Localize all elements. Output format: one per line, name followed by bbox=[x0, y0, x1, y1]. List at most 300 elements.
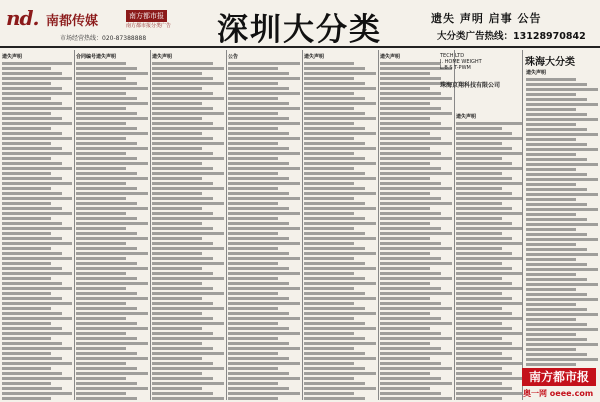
text-line bbox=[76, 212, 126, 215]
text-line bbox=[304, 262, 365, 265]
text-line bbox=[304, 77, 354, 80]
text-line bbox=[228, 352, 278, 355]
text-line bbox=[456, 392, 522, 395]
text-line bbox=[526, 238, 598, 241]
text-line bbox=[2, 287, 72, 290]
text-line bbox=[380, 392, 441, 395]
text-line bbox=[228, 232, 278, 235]
text-line bbox=[2, 282, 62, 285]
column-heading: 合同编号遗失声明 bbox=[76, 54, 117, 60]
text-line bbox=[2, 177, 62, 180]
text-line bbox=[152, 352, 224, 355]
text-line bbox=[152, 247, 224, 250]
text-line bbox=[228, 397, 278, 400]
text-line bbox=[456, 182, 522, 185]
text-line bbox=[304, 152, 354, 155]
text-line bbox=[2, 192, 62, 195]
text-line bbox=[152, 162, 202, 165]
text-line bbox=[304, 172, 365, 175]
text-line bbox=[152, 212, 213, 215]
text-line bbox=[304, 157, 365, 160]
text-line bbox=[304, 267, 376, 270]
text-line bbox=[228, 327, 289, 330]
text-line bbox=[76, 382, 137, 385]
ad-company: 珠海京翔科技有限公司 bbox=[440, 82, 501, 89]
text-line bbox=[304, 107, 354, 110]
text-line bbox=[152, 322, 224, 325]
text-line bbox=[76, 142, 137, 145]
column-4 bbox=[228, 50, 300, 400]
column-heading: 遗失声明 bbox=[304, 54, 325, 60]
text-line bbox=[304, 92, 354, 95]
text-line bbox=[228, 277, 278, 280]
text-line bbox=[152, 302, 213, 305]
text-line bbox=[76, 102, 148, 105]
text-line bbox=[304, 382, 365, 385]
text-line bbox=[152, 267, 202, 270]
text-line bbox=[304, 312, 376, 315]
text-line bbox=[380, 352, 452, 355]
text-line bbox=[228, 77, 300, 80]
text-line bbox=[380, 132, 430, 135]
text-line bbox=[456, 357, 512, 360]
text-line bbox=[76, 147, 148, 150]
text-line bbox=[456, 132, 512, 135]
text-line bbox=[304, 372, 376, 375]
text-line bbox=[2, 157, 51, 160]
text-line bbox=[526, 273, 576, 276]
text-line bbox=[526, 168, 576, 171]
text-line bbox=[526, 108, 576, 111]
text-line bbox=[228, 97, 278, 100]
text-line bbox=[228, 347, 300, 350]
text-line bbox=[456, 292, 502, 295]
text-line bbox=[380, 247, 452, 250]
text-line bbox=[76, 117, 148, 120]
text-line bbox=[304, 197, 354, 200]
text-line bbox=[526, 203, 587, 206]
text-line bbox=[456, 382, 502, 385]
text-line bbox=[380, 112, 452, 115]
text-line bbox=[152, 347, 213, 350]
text-line bbox=[2, 147, 62, 150]
text-line bbox=[228, 387, 289, 390]
text-line bbox=[526, 353, 587, 356]
text-line bbox=[76, 172, 137, 175]
text-line bbox=[2, 272, 72, 275]
text-line bbox=[380, 287, 441, 290]
column-divider bbox=[302, 50, 303, 400]
hotline-number: 市场经营热线：020-87388888 bbox=[60, 35, 147, 42]
text-line bbox=[380, 347, 441, 350]
text-line bbox=[380, 297, 430, 300]
text-line bbox=[526, 228, 576, 231]
text-line bbox=[76, 252, 148, 255]
text-line bbox=[2, 252, 62, 255]
text-line bbox=[380, 302, 441, 305]
text-line bbox=[228, 257, 300, 260]
text-line bbox=[526, 188, 587, 191]
text-line bbox=[152, 387, 202, 390]
text-line bbox=[304, 82, 365, 85]
text-line bbox=[228, 67, 278, 70]
text-line bbox=[228, 122, 300, 125]
text-line bbox=[380, 167, 441, 170]
text-line bbox=[2, 227, 72, 230]
text-line bbox=[152, 222, 202, 225]
text-line bbox=[2, 322, 51, 325]
text-line bbox=[2, 137, 72, 140]
text-line bbox=[2, 187, 51, 190]
text-line bbox=[304, 247, 365, 250]
text-line bbox=[304, 202, 365, 205]
text-line bbox=[228, 212, 300, 215]
text-line bbox=[2, 162, 62, 165]
text-line bbox=[456, 262, 502, 265]
text-line bbox=[304, 72, 376, 75]
text-line bbox=[152, 242, 213, 245]
text-line bbox=[380, 377, 441, 380]
text-line bbox=[456, 192, 512, 195]
text-line bbox=[152, 307, 224, 310]
text-line bbox=[304, 347, 354, 350]
text-line bbox=[2, 132, 62, 135]
text-line bbox=[456, 212, 522, 215]
logo-tagline: 南方都市报分类广告 bbox=[126, 23, 172, 29]
text-line bbox=[76, 297, 148, 300]
text-line bbox=[456, 202, 502, 205]
text-line bbox=[304, 297, 376, 300]
text-line bbox=[456, 322, 502, 325]
text-line bbox=[456, 332, 522, 335]
text-line bbox=[304, 67, 365, 70]
text-line bbox=[76, 272, 126, 275]
text-line bbox=[380, 397, 452, 400]
text-line bbox=[456, 362, 522, 365]
text-line bbox=[2, 257, 72, 260]
text-line bbox=[76, 112, 137, 115]
text-line bbox=[228, 172, 278, 175]
text-line bbox=[456, 397, 502, 400]
text-line bbox=[76, 232, 137, 235]
text-line bbox=[456, 317, 522, 320]
text-line bbox=[526, 248, 587, 251]
text-line bbox=[526, 138, 576, 141]
text-line bbox=[526, 103, 598, 106]
column-heading: 公告 bbox=[228, 54, 239, 60]
text-line bbox=[228, 282, 289, 285]
text-line bbox=[380, 222, 430, 225]
ad-line: L.B.S T-PWM bbox=[440, 65, 471, 71]
text-line bbox=[526, 83, 587, 86]
text-line bbox=[228, 152, 300, 155]
text-line bbox=[304, 147, 376, 150]
text-line bbox=[526, 263, 587, 266]
text-line bbox=[456, 342, 512, 345]
text-line bbox=[228, 127, 278, 130]
text-line bbox=[526, 358, 598, 361]
text-line bbox=[380, 202, 452, 205]
text-line bbox=[380, 217, 452, 220]
text-line bbox=[2, 92, 72, 95]
ad-hotline: 大分类广告热线：13128970842 bbox=[437, 31, 586, 42]
text-line bbox=[304, 392, 354, 395]
nd-logo: nd. bbox=[6, 6, 39, 30]
text-line bbox=[526, 133, 598, 136]
text-line bbox=[76, 207, 148, 210]
text-line bbox=[304, 212, 354, 215]
text-line bbox=[526, 278, 587, 281]
text-line bbox=[228, 262, 278, 265]
text-line bbox=[380, 257, 441, 260]
text-line bbox=[526, 223, 598, 226]
text-line bbox=[380, 267, 430, 270]
text-line bbox=[380, 152, 441, 155]
text-line bbox=[76, 357, 148, 360]
text-line bbox=[304, 282, 376, 285]
text-line bbox=[152, 167, 213, 170]
text-line bbox=[228, 367, 278, 370]
text-line bbox=[228, 377, 300, 380]
text-line bbox=[152, 277, 224, 280]
text-line bbox=[76, 237, 148, 240]
text-line bbox=[76, 157, 137, 160]
text-line bbox=[456, 147, 512, 150]
text-line bbox=[152, 97, 224, 100]
text-line bbox=[526, 328, 598, 331]
text-line bbox=[380, 252, 430, 255]
text-line bbox=[2, 207, 62, 210]
text-line bbox=[526, 198, 576, 201]
text-line bbox=[456, 367, 502, 370]
text-line bbox=[152, 342, 202, 345]
text-line bbox=[152, 292, 224, 295]
text-line bbox=[380, 312, 430, 315]
text-line bbox=[526, 183, 576, 186]
text-line bbox=[152, 282, 202, 285]
text-line bbox=[76, 292, 137, 295]
text-line bbox=[152, 102, 202, 105]
text-line bbox=[304, 377, 354, 380]
text-line bbox=[76, 287, 126, 290]
text-line bbox=[2, 277, 51, 280]
text-line bbox=[2, 222, 62, 225]
text-line bbox=[304, 222, 376, 225]
text-line bbox=[304, 137, 354, 140]
text-line bbox=[76, 97, 137, 100]
text-line bbox=[2, 97, 51, 100]
text-line bbox=[152, 92, 213, 95]
column-2 bbox=[76, 50, 148, 400]
column-divider bbox=[150, 50, 151, 400]
text-line bbox=[304, 367, 365, 370]
text-line bbox=[456, 242, 522, 245]
text-line bbox=[2, 142, 51, 145]
text-line bbox=[526, 148, 598, 151]
text-line bbox=[76, 302, 126, 305]
text-line bbox=[304, 207, 376, 210]
text-line bbox=[304, 167, 354, 170]
text-line bbox=[380, 342, 430, 345]
text-line bbox=[2, 242, 72, 245]
text-line bbox=[76, 197, 126, 200]
text-line bbox=[380, 332, 441, 335]
text-line bbox=[380, 157, 452, 160]
text-line bbox=[380, 282, 430, 285]
text-line bbox=[456, 247, 502, 250]
text-line bbox=[76, 347, 126, 350]
text-line bbox=[76, 257, 126, 260]
text-line bbox=[526, 323, 587, 326]
text-line bbox=[152, 202, 224, 205]
column-5 bbox=[304, 50, 376, 400]
text-line bbox=[526, 268, 598, 271]
text-line bbox=[380, 92, 441, 95]
text-line bbox=[228, 252, 289, 255]
column-8 bbox=[526, 66, 598, 366]
text-line bbox=[456, 252, 512, 255]
text-line bbox=[152, 287, 213, 290]
text-line bbox=[526, 303, 576, 306]
text-line bbox=[76, 262, 137, 265]
column-heading: 遗失声明 bbox=[152, 54, 173, 60]
text-line bbox=[380, 102, 430, 105]
text-line bbox=[380, 292, 452, 295]
text-line bbox=[380, 177, 430, 180]
text-line bbox=[76, 247, 137, 250]
text-line bbox=[456, 177, 512, 180]
text-line bbox=[76, 182, 126, 185]
text-line bbox=[2, 102, 62, 105]
text-line bbox=[380, 357, 430, 360]
text-line bbox=[76, 342, 148, 345]
text-line bbox=[380, 322, 452, 325]
text-line bbox=[380, 197, 441, 200]
text-line bbox=[380, 162, 430, 165]
text-line bbox=[152, 77, 213, 80]
text-line bbox=[304, 387, 376, 390]
text-line bbox=[304, 162, 376, 165]
text-line bbox=[526, 173, 587, 176]
text-line bbox=[228, 227, 300, 230]
text-line bbox=[152, 192, 202, 195]
footer-brand: 南方都市报 bbox=[522, 368, 596, 386]
text-line bbox=[228, 87, 289, 90]
text-line bbox=[2, 107, 72, 110]
text-line bbox=[76, 87, 148, 90]
text-line bbox=[526, 298, 598, 301]
text-line bbox=[456, 337, 502, 340]
text-line bbox=[304, 227, 354, 230]
text-line bbox=[152, 137, 213, 140]
text-line bbox=[152, 197, 213, 200]
page-title: 深圳大分类 bbox=[217, 12, 382, 48]
text-line bbox=[2, 122, 72, 125]
text-line bbox=[76, 187, 137, 190]
text-line bbox=[228, 297, 289, 300]
text-line bbox=[152, 252, 202, 255]
text-line bbox=[76, 307, 137, 310]
column-heading: 遗失声明 bbox=[2, 54, 23, 60]
text-line bbox=[2, 82, 51, 85]
text-line bbox=[228, 82, 278, 85]
text-line bbox=[304, 217, 365, 220]
text-line bbox=[380, 117, 430, 120]
text-line bbox=[380, 192, 430, 195]
text-line bbox=[526, 288, 576, 291]
text-line bbox=[2, 337, 51, 340]
text-line bbox=[152, 117, 202, 120]
text-line bbox=[76, 362, 126, 365]
text-line bbox=[76, 332, 126, 335]
text-line bbox=[2, 397, 51, 400]
text-line bbox=[152, 72, 202, 75]
text-line bbox=[76, 222, 148, 225]
text-line bbox=[380, 107, 441, 110]
text-line bbox=[456, 222, 512, 225]
text-line bbox=[76, 387, 148, 390]
text-line bbox=[228, 317, 300, 320]
text-line bbox=[2, 307, 51, 310]
text-line bbox=[152, 332, 213, 335]
text-line bbox=[152, 262, 224, 265]
text-line bbox=[2, 212, 72, 215]
text-line bbox=[456, 167, 522, 170]
text-line bbox=[526, 193, 598, 196]
text-line bbox=[76, 242, 126, 245]
text-line bbox=[304, 97, 365, 100]
text-line bbox=[76, 137, 126, 140]
text-line bbox=[526, 233, 587, 236]
text-line bbox=[228, 117, 289, 120]
text-line bbox=[456, 302, 522, 305]
text-line bbox=[76, 372, 148, 375]
text-line bbox=[152, 382, 224, 385]
column-divider bbox=[226, 50, 227, 400]
text-line bbox=[76, 277, 137, 280]
text-line bbox=[228, 302, 300, 305]
text-line bbox=[380, 212, 441, 215]
text-line bbox=[2, 127, 51, 130]
text-line bbox=[2, 317, 72, 320]
column-divider bbox=[378, 50, 379, 400]
text-line bbox=[526, 308, 587, 311]
text-line bbox=[380, 137, 441, 140]
text-line bbox=[526, 283, 598, 286]
text-line bbox=[76, 152, 126, 155]
text-line bbox=[76, 162, 148, 165]
text-line bbox=[76, 132, 148, 135]
text-line bbox=[76, 352, 137, 355]
text-line bbox=[526, 143, 587, 146]
text-line bbox=[228, 307, 278, 310]
text-line bbox=[380, 362, 441, 365]
text-line bbox=[228, 237, 289, 240]
text-line bbox=[526, 178, 598, 181]
text-line bbox=[228, 62, 300, 65]
text-line bbox=[304, 242, 354, 245]
text-line bbox=[526, 258, 576, 261]
text-line bbox=[304, 62, 354, 65]
text-line bbox=[380, 142, 452, 145]
text-line bbox=[152, 397, 224, 400]
text-line bbox=[380, 232, 452, 235]
text-line bbox=[2, 367, 51, 370]
text-line bbox=[2, 382, 51, 385]
text-line bbox=[380, 62, 441, 65]
text-line bbox=[456, 377, 522, 380]
text-line bbox=[456, 297, 512, 300]
